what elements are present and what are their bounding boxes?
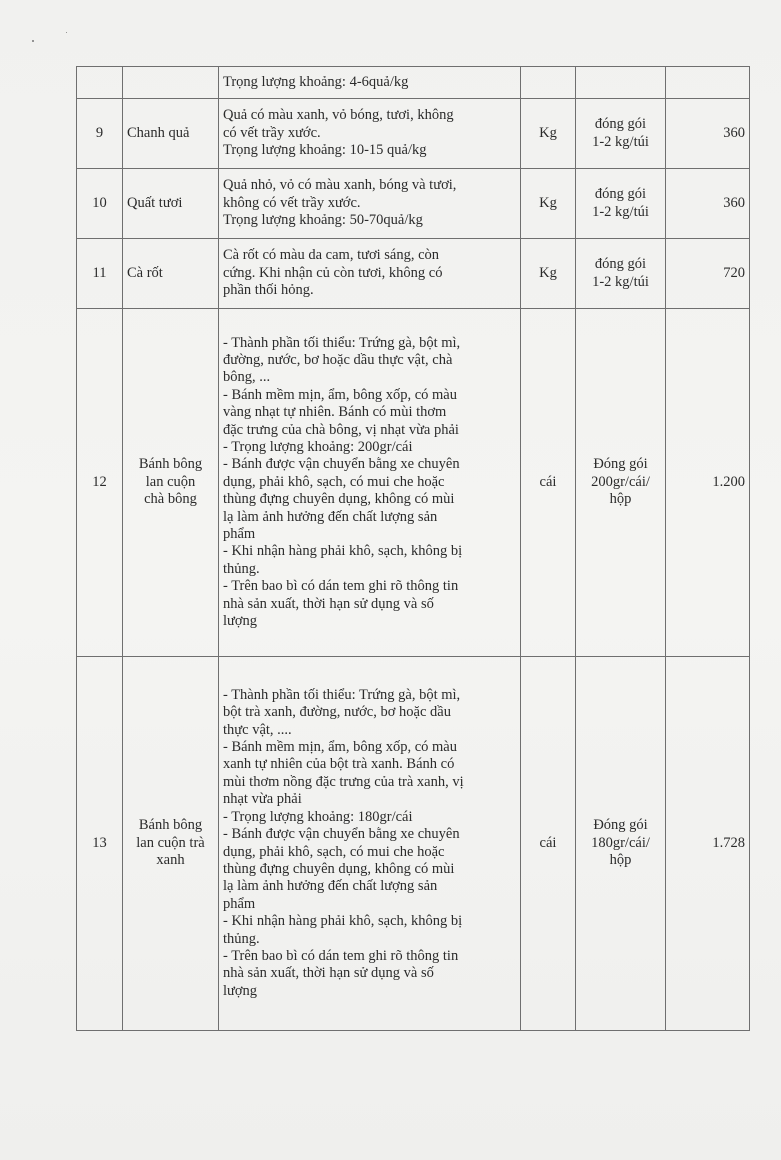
text-line: - Bánh mềm mịn, ẩm, bông xốp, có màu [223,739,457,756]
text-line: lạ làm ảnh hưởng đến chất lượng sản [223,878,438,895]
text-line: nhạt vừa phải [223,791,302,808]
specification-table [76,66,750,1031]
text-line: - Thành phần tối thiểu: Trứng gà, bột mì, [223,686,461,703]
text-line: phẩm [223,526,256,543]
item-number: 12 [77,309,123,657]
text-line: đóng gói [594,256,647,273]
item-packaging [576,169,666,239]
item-description [219,657,521,1031]
text-line: - Bánh được vận chuyển bằng xe chuyên [223,456,460,473]
text-line: chà bông [144,491,197,508]
text-line: nhà sản xuất, thời hạn sử dụng và số [223,965,434,982]
text-line: hộp [609,491,632,508]
text-line: bông, ... [223,369,271,386]
text-line: Đóng gói [593,817,648,834]
item-description [219,99,521,169]
item-packaging [576,239,666,309]
text-line: đóng gói [594,116,647,133]
item-name [123,67,219,99]
text-line: - Trọng lượng khoảng: 200gr/cái [223,438,413,455]
text-line: Quất tươi [127,194,183,211]
table-row [77,309,750,657]
item-number [77,67,123,99]
text-line: xanh [156,852,185,869]
text-line: phẩm [223,895,256,912]
text-line: lan cuộn trà [136,834,205,851]
item-unit: Kg [521,239,576,309]
text-line: 1-2 kg/túi [592,203,649,220]
scan-speck [32,40,34,42]
text-line: thủng. [223,930,260,947]
item-quantity: 1.200 [666,309,750,657]
item-description [219,67,521,99]
text-line: - Bánh được vận chuyển bằng xe chuyên [223,826,460,843]
text-line: 1-2 kg/túi [592,133,649,150]
text-line: đặc trưng của chà bông, vị nhạt vừa phải [223,421,459,438]
item-packaging [576,67,666,99]
text-line: bột trà xanh, đường, nước, bơ hoặc dầu [223,704,451,721]
item-packaging [576,99,666,169]
text-line: Đóng gói [593,456,648,473]
item-unit: cái [521,309,576,657]
item-name [123,169,219,239]
item-packaging [576,657,666,1031]
item-unit: Kg [521,99,576,169]
item-number: 13 [77,657,123,1031]
item-unit [521,67,576,99]
text-line: - Trên bao bì có dán tem ghi rõ thông tin [223,578,459,595]
text-line: lượng [223,613,258,630]
text-line: mùi thơm nồng đặc trưng của trà xanh, vị [223,773,464,790]
text-line: Quả nhỏ, vỏ có màu xanh, bóng và tươi, [223,177,457,194]
table-row [77,239,750,309]
text-line: 1-2 kg/túi [592,273,649,290]
text-line: Bánh bông [138,817,203,834]
text-line: - Khi nhận hàng phải khô, sạch, không bị [223,543,463,560]
table-row [77,99,750,169]
text-line: không có vết trầy xước. [223,194,361,211]
text-line: Bánh bông [138,456,203,473]
text-line: nhà sản xuất, thời hạn sử dụng và số [223,595,434,612]
text-line: 180gr/cái/ [591,834,650,851]
item-description [219,169,521,239]
text-line: Trọng lượng khoảng: 4-6quả/kg [223,73,409,90]
text-line: hộp [609,852,632,869]
text-line: đóng gói [594,186,647,203]
item-description [219,239,521,309]
text-line: thủng. [223,560,260,577]
text-line: lạ làm ảnh hưởng đến chất lượng sản [223,508,438,525]
item-unit: cái [521,657,576,1031]
item-packaging [576,309,666,657]
item-quantity: 720 [666,239,750,309]
text-line: đường, nước, bơ hoặc dầu thực vật, chà [223,351,453,368]
text-line: - Trên bao bì có dán tem ghi rõ thông tin [223,947,459,964]
text-line: Cà rốt [127,264,163,281]
text-line: dụng, phải khô, sạch, có mui che hoặc [223,473,445,490]
item-description [219,309,521,657]
text-line: có vết trầy xước. [223,124,321,141]
table-row [77,67,750,99]
scan-speck [66,32,67,33]
text-line: Chanh quả [127,124,190,141]
text-line: Trọng lượng khoảng: 10-15 quả/kg [223,142,427,159]
text-line: lan cuộn [145,473,196,490]
text-line: xanh tự nhiên của bột trà xanh. Bánh có [223,756,455,773]
text-line: phần thối hỏng. [223,282,314,299]
table-body [77,67,750,1031]
table-row [77,657,750,1031]
text-line: vàng nhạt tự nhiên. Bánh có mùi thơm [223,404,447,421]
text-line: - Khi nhận hàng phải khô, sạch, không bị [223,913,463,930]
text-line: thùng đựng chuyên dụng, không có mùi [223,860,455,877]
item-number: 10 [77,169,123,239]
item-number: 9 [77,99,123,169]
item-number: 11 [77,239,123,309]
text-line: Trọng lượng khoảng: 50-70quả/kg [223,212,423,229]
item-quantity: 360 [666,99,750,169]
item-quantity [666,67,750,99]
text-line: 200gr/cái/ [591,473,650,490]
item-quantity: 360 [666,169,750,239]
text-line: Quả có màu xanh, vỏ bóng, tươi, không [223,107,454,124]
text-line: - Thành phần tối thiểu: Trứng gà, bột mì, [223,334,461,351]
table-row [77,169,750,239]
item-name [123,309,219,657]
text-line: thực vật, .... [223,721,292,738]
text-line: - Trọng lượng khoảng: 180gr/cái [223,808,413,825]
text-line: lượng [223,982,258,999]
text-line: - Bánh mềm mịn, ẩm, bông xốp, có màu [223,386,457,403]
item-name [123,657,219,1031]
item-quantity: 1.728 [666,657,750,1031]
item-unit: Kg [521,169,576,239]
text-line: thùng đựng chuyên dụng, không có mùi [223,491,455,508]
text-line: Cà rốt có màu da cam, tươi sáng, còn [223,247,440,264]
text-line: cứng. Khi nhận củ còn tươi, không có [223,264,443,281]
item-name [123,99,219,169]
text-line: dụng, phải khô, sạch, có mui che hoặc [223,843,445,860]
item-name [123,239,219,309]
